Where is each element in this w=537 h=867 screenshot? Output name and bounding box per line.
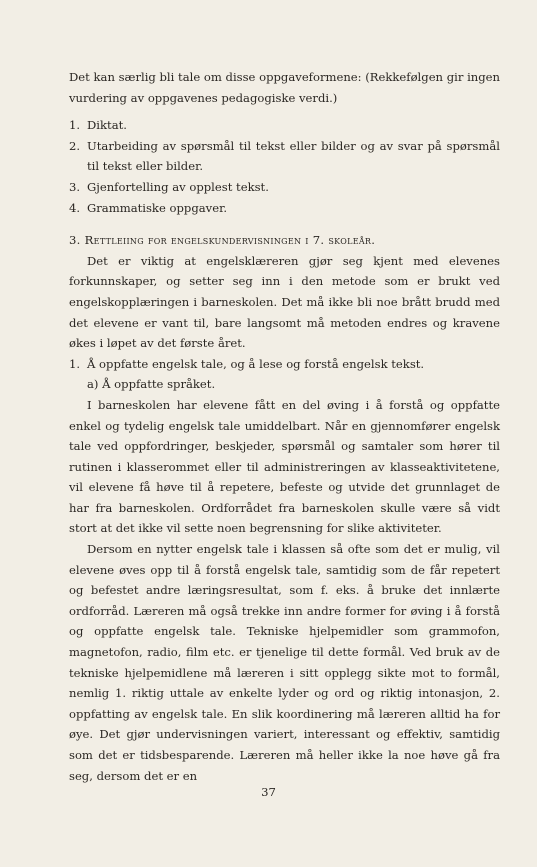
page-body bbox=[69, 67, 500, 786]
list-item bbox=[69, 136, 500, 177]
list-item-number: 2. bbox=[69, 138, 81, 153]
intro-paragraph: Det kan særlig bli tale om disse oppgaveformene: (Rekkefølgen gir ingen vurdering av oppgavenes pedagogiske verdi.) bbox=[69, 70, 500, 105]
subheading-number: 1. bbox=[69, 356, 81, 371]
list-item-number: 3. bbox=[69, 179, 81, 194]
list-item-number: 4. bbox=[69, 200, 81, 215]
body-paragraph-1: I barneskolen har elevene fått en del øving i å forstå og oppfatte enkel og tydelig engelsk tale umiddelbart. Når en gjennomfører engelsk tale ved oppfordringer, beskjeder, spørsmål og samtaler som hører til rutinen i klasserommet eller til administreringen av klasseaktivitetene, vil elevene få høve til å repetere, befeste og utvide det grunnlaget de har fra barneskolen. Ordforrådet fra barneskolen skulle være så vidt stort at det ikke vil sette noen begrensning for slike aktiviteter. bbox=[69, 397, 500, 536]
task-type-list bbox=[69, 115, 500, 218]
list-item-text: Diktat. bbox=[87, 118, 127, 133]
list-item-text: Gjenfortelling av opplest tekst. bbox=[87, 179, 269, 194]
list-item bbox=[69, 198, 500, 219]
list-item-number: 1. bbox=[69, 118, 81, 133]
list-item-text: Grammatiske oppgaver. bbox=[87, 200, 228, 215]
section-heading: 3. Rettleiing for engelskundervisningen i 7. skoleår. bbox=[69, 233, 376, 248]
list-item-text: Utarbeiding av spørsmål til tekst eller bilder og av svar på spørsmål til tekst eller bilder. bbox=[87, 138, 500, 174]
list-item bbox=[69, 115, 500, 136]
section-intro-paragraph: Det er viktig at engelsklæreren gjør seg kjent med elevenes forkunnskaper, og setter seg inn i den metode som er brukt ved engelskopplæringen i barneskolen. Det må ikke bli noe brått brudd med det elevene er vant til, bare langsomt må metoden endres og kravene økes i løpet av det første året. bbox=[69, 253, 500, 351]
body-paragraph-2: Dersom en nytter engelsk tale i klassen så ofte som det er mulig, vil elevene øves opp til å forstå engelsk tale, samtidig som de får repetert og befestet andre læringsresultat, som f. eks. å bruke det innlærte ordforråd. Læreren må også trekke inn andre former for øving i å forstå og oppfatte engelsk tale. Tekniske hjelpemidler som grammofon, magnetofon, radio, film etc. er tjenelige til dette formål. Ved bruk av de tekniske hjelpemidlene må læreren i sitt opplegg sikte mot to formål, nemlig 1. riktig uttale av enkelte lyder og ord og riktig intonasjon, 2. oppfatting av engelsk tale. En slik koordinering må læreren alltid ha for øye. Det gjør undervisningen variert, interessant og effektiv, samtidig som det er tidsbesparende. Læreren må heller ikke la noe høve gå fra seg, dersom det er en bbox=[69, 542, 500, 783]
subheading-text: Å oppfatte engelsk tale, og å lese og forstå engelsk tekst. bbox=[87, 356, 425, 371]
page-number: 37 bbox=[261, 785, 276, 799]
subitem-a: a) Å oppfatte språket. bbox=[87, 377, 216, 392]
numbered-subheading bbox=[69, 354, 500, 375]
list-item bbox=[69, 177, 500, 198]
